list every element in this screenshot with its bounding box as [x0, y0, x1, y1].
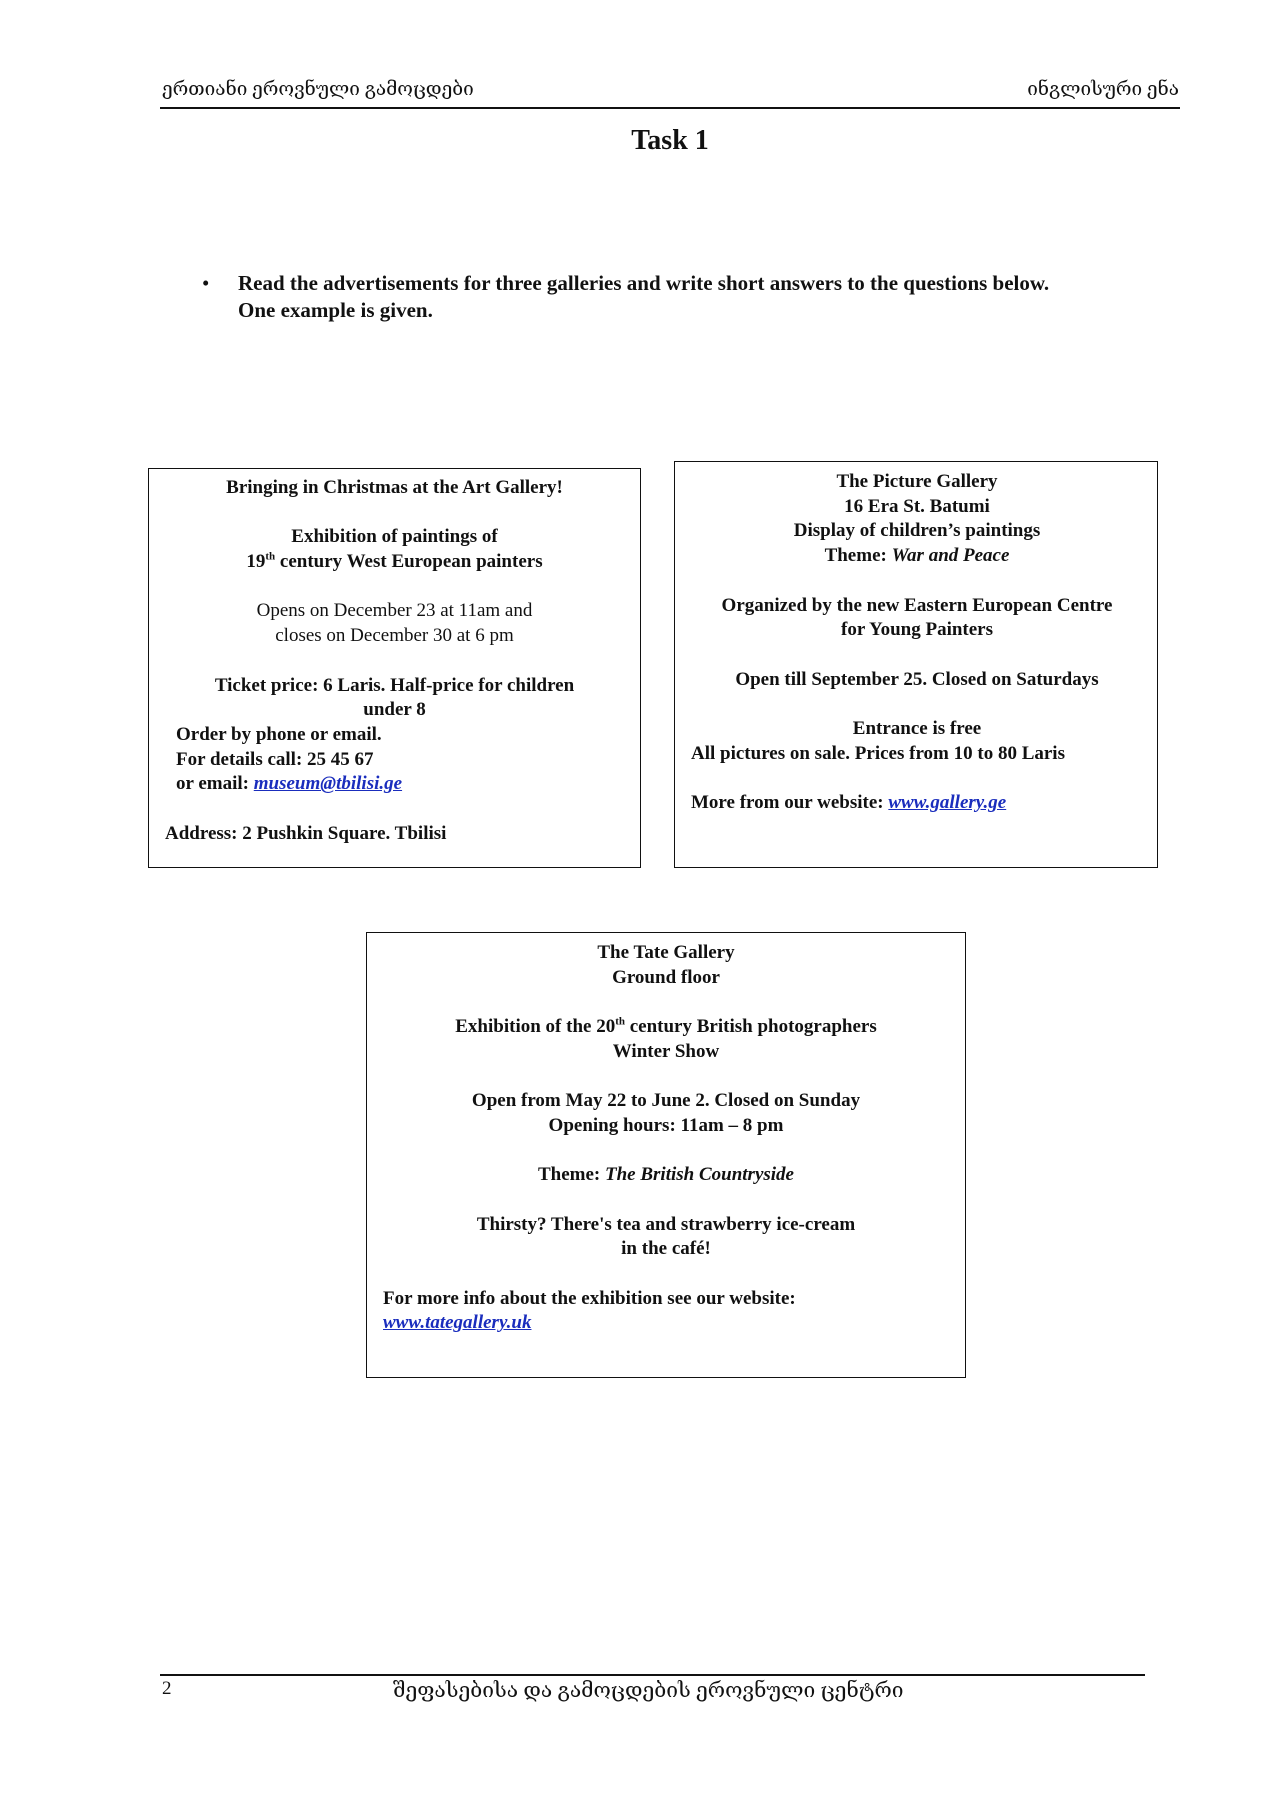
ad2-entrance: Entrance is free: [852, 717, 982, 739]
ad3-hours: Opening hours: 11am – 8 pm: [548, 1114, 784, 1136]
email-link[interactable]: museum@tbilisi.ge: [253, 773, 403, 795]
ad3-floor: Ground floor: [612, 966, 720, 988]
ad3-info: For more info about the exhibition see our website:: [383, 1287, 796, 1309]
ad2-website-line: More from our website: www.gallery.ge: [691, 792, 1007, 814]
ad1-closes: closes on December 30 at 6 pm: [275, 625, 514, 647]
tate-website-link[interactable]: www.tategallery.uk: [383, 1312, 532, 1334]
ad2-sale: All pictures on sale. Prices from 10 to 80 Laris: [691, 742, 1065, 764]
bullet-icon: •: [202, 271, 210, 295]
website-link[interactable]: www.gallery.ge: [888, 792, 1007, 814]
page-title: Task 1: [631, 125, 709, 156]
ad3-open: Open from May 22 to June 2. Closed on Sunday: [471, 1090, 861, 1112]
ad2-open: Open till September 25. Closed on Saturdays: [735, 668, 1099, 690]
header-right: ინგლისური ენა: [1027, 79, 1179, 100]
ad2-name: The Picture Gallery: [836, 471, 998, 492]
ad3-show: Winter Show: [612, 1040, 720, 1062]
ad1-email-line: or email: museum@tbilisi.ge: [176, 773, 403, 795]
ad3-theme: Theme: The British Countryside: [537, 1164, 794, 1186]
page-number: 2: [162, 1678, 172, 1699]
ad1-exhibition-line1: Exhibition of paintings of: [291, 526, 498, 548]
ad2-theme: Theme: War and Peace: [824, 545, 1010, 567]
instruction-line-1: Read the advertisements for three galleries and write short answers to the questions below.: [238, 271, 1050, 295]
ad1-ticket-line2: under 8: [363, 699, 426, 721]
ad-picture-gallery: [674, 461, 1158, 868]
ad3-thirsty-line2: in the café!: [621, 1238, 711, 1260]
header-rule: [160, 107, 1180, 109]
ad3-name: The Tate Gallery: [597, 942, 735, 963]
ad-tate-gallery: [366, 932, 966, 1378]
ad-art-gallery: [148, 468, 641, 868]
ad1-opens: Opens on December 23 at 11am and: [256, 600, 533, 622]
ad2-organized-line2: for Young Painters: [841, 619, 993, 641]
ad2-address: 16 Era St. Batumi: [844, 495, 990, 517]
footer-rule: [160, 1674, 1145, 1676]
ad1-ticket-line1: Ticket price: 6 Laris. Half-price for children: [214, 674, 575, 696]
ad1-heading: Bringing in Christmas at the Art Gallery!: [226, 477, 563, 498]
ad1-address: Address: 2 Pushkin Square. Tbilisi: [165, 822, 447, 844]
header-left: ერთიანი ეროვნული გამოცდები: [162, 79, 474, 100]
ad2-display: Display of children’s paintings: [793, 520, 1041, 542]
instruction: [238, 270, 1178, 324]
ad2-organized-line1: Organized by the new Eastern European Centre: [721, 594, 1113, 616]
ad1-details: For details call: 25 45 67: [176, 748, 374, 770]
ad1-order: Order by phone or email.: [176, 723, 382, 745]
ad3-thirsty-line1: Thirsty? There's tea and strawberry ice-cream: [476, 1213, 856, 1235]
ad3-website-line: [383, 1311, 949, 1336]
instruction-line-2: One example is given.: [238, 298, 433, 322]
footer-center: შეფასებისა და გამოცდების ეროვნული ცენტრი: [393, 1678, 904, 1702]
ad3-exhibition: Exhibition of the 20th century British photographers: [455, 1015, 877, 1038]
ad1-exhibition-line2: 19th century West European painters: [246, 550, 543, 573]
